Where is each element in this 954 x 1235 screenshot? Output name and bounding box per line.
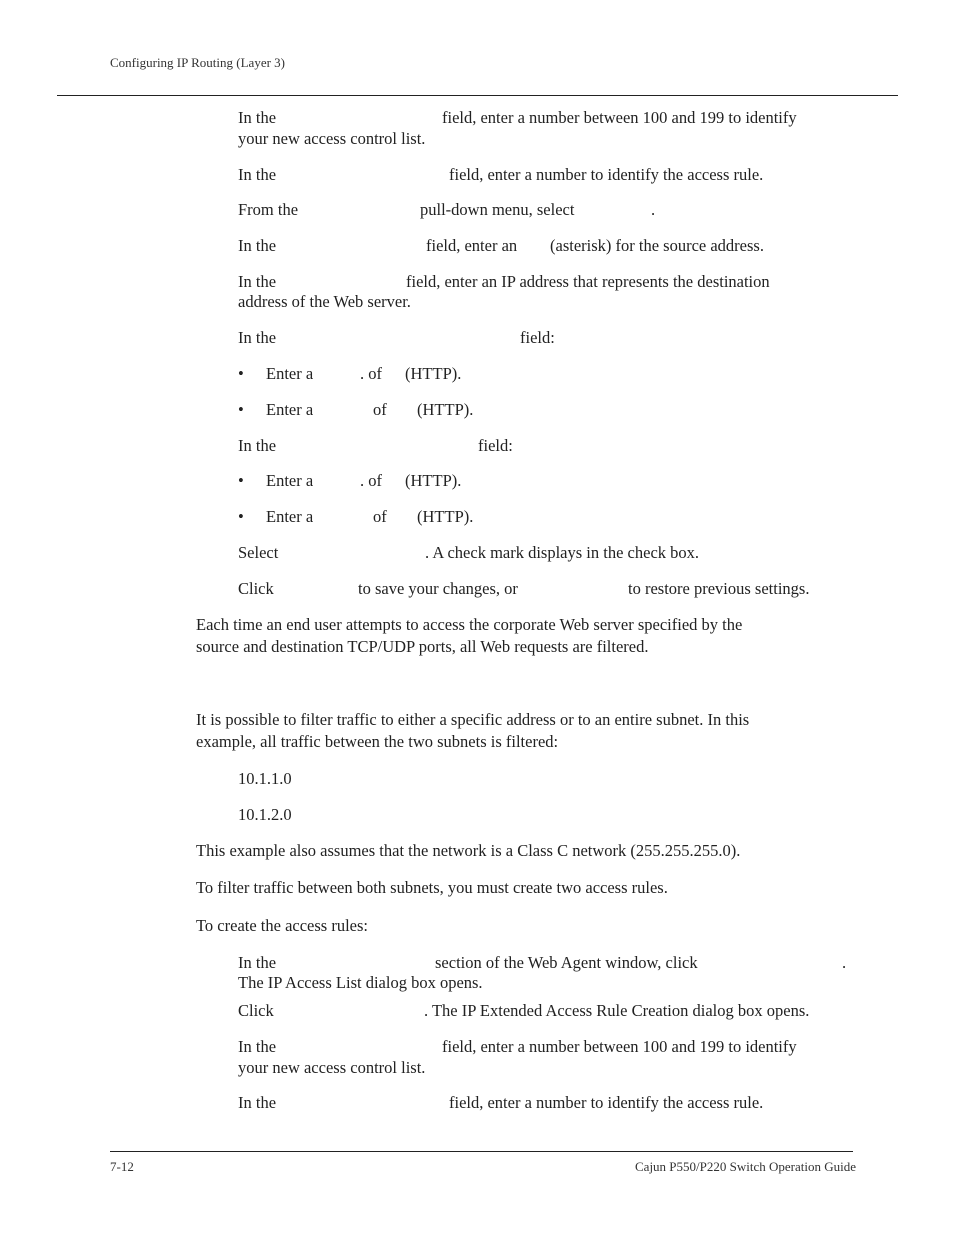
subnet-address: 10.1.2.0 — [238, 805, 292, 824]
bullet-text: Enter a — [266, 471, 314, 490]
bullet-text: (HTTP). — [417, 400, 474, 419]
bullet-text: (HTTP). — [417, 507, 474, 526]
step-text: pull-down menu, select — [420, 200, 575, 219]
step-text: field, enter an — [426, 236, 518, 255]
step-text: In the — [238, 108, 277, 127]
step-text: field, enter a number between 100 and 199 to identify — [442, 108, 797, 127]
step-text: section of the Web Agent window, click — [435, 953, 698, 972]
bullet-text: Enter a — [266, 364, 314, 383]
bullet-text: Enter a — [266, 400, 314, 419]
step-text: Select — [238, 543, 279, 562]
step-text: Click — [238, 579, 274, 598]
step-text: In the — [238, 272, 277, 291]
bullet-glyph: • — [238, 400, 244, 419]
bullet-text: (HTTP). — [405, 364, 462, 383]
paragraph-line: To filter traffic between both subnets, you must create two access rules. — [196, 878, 668, 897]
step-text: field, enter an IP address that represents the destination — [406, 272, 770, 291]
paragraph-line: To create the access rules: — [196, 916, 369, 935]
running-header: Configuring IP Routing (Layer 3) — [110, 55, 285, 70]
step-text: your new access control list. — [238, 1058, 426, 1077]
step-text: In the — [238, 165, 277, 184]
bullet-glyph: • — [238, 364, 244, 383]
step-text: From the — [238, 200, 299, 219]
bullet-text: of — [373, 507, 387, 526]
footer-rule — [110, 1151, 853, 1152]
header-rule — [57, 95, 898, 96]
paragraph-line: example, all traffic between the two subnets is filtered: — [196, 732, 559, 751]
bullet-text: Enter a — [266, 507, 314, 526]
step-text: . — [651, 200, 656, 219]
bullet-glyph: • — [238, 471, 244, 490]
bullet-text: of — [373, 400, 387, 419]
bullet-text: . of — [360, 471, 382, 490]
paragraph-line: source and destination TCP/UDP ports, all Web requests are filtered. — [196, 637, 649, 656]
step-text: The IP Access List dialog box opens. — [238, 973, 483, 992]
step-text: In the — [238, 436, 277, 455]
subnet-address: 10.1.1.0 — [238, 769, 292, 788]
step-text: Click — [238, 1001, 274, 1020]
step-text: field: — [520, 328, 555, 347]
step-text: In the — [238, 953, 277, 972]
page-number: 7-12 — [110, 1159, 134, 1174]
step-text: In the — [238, 1037, 277, 1056]
step-text: (asterisk) for the source address. — [550, 236, 764, 255]
paragraph-line: Each time an end user attempts to access the corporate Web server specified by the — [196, 615, 743, 634]
step-text: to save your changes, or — [358, 579, 518, 598]
step-text: In the — [238, 236, 277, 255]
step-text: field, enter a number to identify the access rule. — [449, 165, 764, 184]
step-text: your new access control list. — [238, 129, 426, 148]
step-text: In the — [238, 328, 277, 347]
paragraph-line: It is possible to filter traffic to either a specific address or to an entire subnet. In this — [196, 710, 750, 729]
bullet-glyph: • — [238, 507, 244, 526]
footer-doc-title: Cajun P550/P220 Switch Operation Guide — [635, 1159, 856, 1174]
bullet-text: (HTTP). — [405, 471, 462, 490]
step-text: In the — [238, 1093, 277, 1112]
step-text: field, enter a number between 100 and 199 to identify — [442, 1037, 797, 1056]
step-text: . The IP Extended Access Rule Creation dialog box opens. — [424, 1001, 810, 1020]
bullet-text: . of — [360, 364, 382, 383]
paragraph-line: This example also assumes that the network is a Class C network (255.255.255.0). — [196, 841, 741, 860]
step-text: . A check mark displays in the check box. — [425, 543, 700, 562]
step-text: field: — [478, 436, 513, 455]
step-text: field, enter a number to identify the access rule. — [449, 1093, 764, 1112]
step-text: . — [842, 953, 847, 972]
step-text: to restore previous settings. — [628, 579, 810, 598]
step-text: address of the Web server. — [238, 292, 411, 311]
